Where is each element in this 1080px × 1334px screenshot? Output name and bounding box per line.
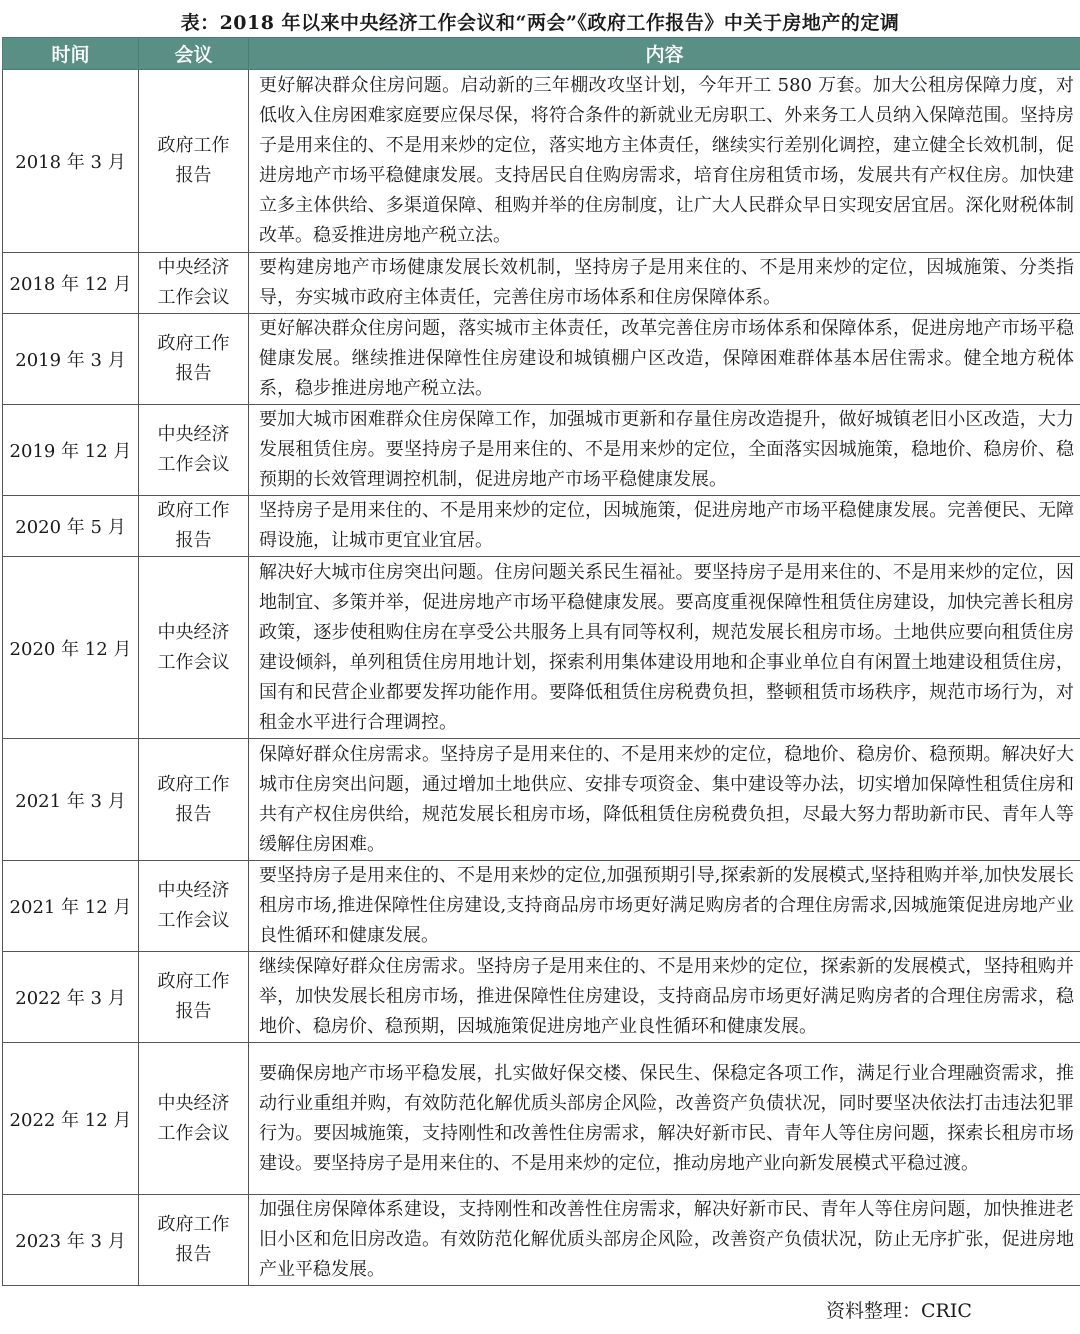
meeting-line: 中央经济 [157,880,230,901]
meeting-line: 政府工作 [157,971,230,992]
source-note: 资料整理：CRIC [826,1300,972,1322]
time-cell: 2018 年 12 月 [3,253,139,314]
table-row [3,739,1080,861]
time-cell: 2021 年 3 月 [3,739,139,861]
content-cell: 更好解决群众住房问题，落实城市主体责任，改革完善住房市场体系和保障体系，促进房地产市场平稳健康发展。继续推进保障性住房建设和城镇棚户区改造，保障困难群体基本居住需求。健全地方税体系，稳步推进房地产税立法。 [249,314,1080,405]
meeting-line: 工作会议 [157,910,230,931]
meeting-line: 政府工作 [157,1214,230,1235]
table-row [3,70,1080,253]
meeting-line: 中央经济 [157,257,230,278]
meeting-line: 中央经济 [157,424,230,445]
time-cell: 2022 年 12 月 [3,1043,139,1195]
table-row [3,861,1080,952]
header-meeting: 会议 [139,38,249,70]
meeting-line: 工作会议 [157,1122,230,1144]
time-cell: 2022 年 3 月 [3,952,139,1043]
time-cell: 2020 年 12 月 [3,557,139,739]
content-cell: 更好解决群众住房问题。启动新的三年棚改攻坚计划，今年开工 580 万套。加大公租房保障力度，对低收入住房困难家庭要应保尽保，将符合条件的新就业无房职工、外来务工人员纳入保障范围。坚持房子是用来住的、不是用来炒的定位，落实地方主体责任，继续实行差别化调控，建立健全长效机制，促进房地产市场平稳健康发展。支持居民自住购房需求，培育住房租赁市场，发展共有产权住房。加快建立多主体供给、多渠道保障、租购并举的住房制度，让广大人民群众早日实现安居宜居。深化财税体制改革。稳妥推进房地产税立法。 [249,70,1080,253]
content-cell: 保障好群众住房需求。坚持房子是用来住的、不是用来炒的定位，稳地价、稳房价、稳预期。解决好大城市住房突出问题，通过增加土地供应、安排专项资金、集中建设等办法，切实增加保障性租赁住房和共有产权住房供给，规范发展长租房市场，降低租赁住房税费负担，尽最大努力帮助新市民、青年人等缓解住房困难。 [249,739,1080,861]
meeting-cell [139,314,249,405]
meeting-line: 政府工作 [157,773,230,795]
table-header-row [3,38,1080,70]
meeting-cell [139,861,249,952]
time-cell: 2023 年 3 月 [3,1195,139,1286]
time-cell: 2021 年 12 月 [3,861,139,952]
table-row [3,405,1080,496]
time-cell: 2019 年 12 月 [3,405,139,496]
table-row [3,314,1080,405]
table-row [3,496,1080,557]
content-cell: 要坚持房子是用来住的、不是用来炒的定位,加强预期引导,探索新的发展模式,坚持租购并举,加快发展长租房市场,推进保障性住房建设,支持商品房市场更好满足购房者的合理住房需求,因城施策促进房地产业良性循环和健康发展。 [249,861,1080,952]
meeting-line: 报告 [175,1244,212,1265]
content-cell: 加强住房保障体系建设，支持刚性和改善性住房需求，解决好新市民、青年人等住房问题，加快推进老旧小区和危旧房改造。有效防范化解优质头部房企风险，改善资产负债状况，防止无序扩张，促进房地产业平稳发展。 [249,1195,1080,1286]
meeting-line: 工作会议 [157,651,230,673]
content-cell: 要加大城市困难群众住房保障工作，加强城市更新和存量住房改造提升，做好城镇老旧小区改造，大力发展租赁住房。要坚持房子是用来住的、不是用来炒的定位，全面落实因城施策，稳地价、稳房价、稳预期的长效管理调控机制，促进房地产市场平稳健康发展。 [249,405,1080,496]
meeting-cell [139,405,249,496]
meeting-line: 中央经济 [157,621,230,643]
content-cell: 坚持房子是用来住的、不是用来炒的定位，因城施策，促进房地产市场平稳健康发展。完善便民、无障碍设施，让城市更宜业宜居。 [249,496,1080,557]
meeting-cell [139,952,249,1043]
header-time: 时间 [3,38,139,70]
time-cell: 2019 年 3 月 [3,314,139,405]
meeting-cell [139,1195,249,1286]
meeting-line: 政府工作 [157,500,230,521]
time-cell: 2020 年 5 月 [3,496,139,557]
table-row [3,1195,1080,1286]
content-cell: 要构建房地产市场健康发展长效机制，坚持房子是用来住的、不是用来炒的定位，因城施策、分类指导，夯实城市政府主体责任，完善住房市场体系和住房保障体系。 [249,253,1080,314]
time-cell: 2018 年 3 月 [3,70,139,253]
meeting-cell [139,739,249,861]
meeting-line: 报告 [175,1001,212,1022]
meeting-line: 政府工作 [157,135,230,156]
table-row [3,952,1080,1043]
content-cell: 要确保房地产市场平稳发展，扎实做好保交楼、保民生、保稳定各项工作，满足行业合理融资需求，推动行业重组并购，有效防范化解优质头部房企风险，改善资产负债状况，同时要坚决依法打击违法犯罪行为。要因城施策，支持刚性和改善性住房需求，解决好新市民、青年人等住房问题，探索长租房市场建设。要坚持房子是用来住的、不是用来炒的定位，推动房地产业向新发展模式平稳过渡。 [249,1043,1080,1195]
table-row [3,253,1080,314]
meeting-line: 报告 [175,803,212,825]
meeting-cell [139,496,249,557]
table-row [3,1043,1080,1195]
meeting-cell [139,557,249,739]
meeting-line: 工作会议 [157,454,230,475]
table-title: 表：2018 年以来中央经济工作会议和“两会”《政府工作报告》中关于房地产的定调 [180,12,900,34]
content-cell: 解决好大城市住房突出问题。住房问题关系民生福祉。要坚持房子是用来住的、不是用来炒的定位，因地制宜、多策并举，促进房地产市场平稳健康发展。要高度重视保障性租赁住房建设，加快完善长租房政策，逐步使租购住房在享受公共服务上具有同等权利，规范发展长租房市场。土地供应要向租赁住房建设倾斜，单列租赁住房用地计划，探索利用集体建设用地和企事业单位自有闲置土地建设租赁住房，国有和民营企业都要发挥功能作用。要降低租赁住房税费负担，整顿租赁市场秩序，规范市场行为，对租金水平进行合理调控。 [249,557,1080,739]
meeting-line: 报告 [175,363,212,384]
meeting-line: 报告 [175,165,212,186]
meeting-line: 中央经济 [157,1092,230,1114]
meeting-cell [139,70,249,253]
meeting-line: 报告 [175,530,212,551]
meeting-cell [139,253,249,314]
meeting-line: 工作会议 [157,287,230,308]
policy-table [2,37,1080,1286]
table-row [3,557,1080,739]
content-cell: 继续保障好群众住房需求。坚持房子是用来住的、不是用来炒的定位，探索新的发展模式，坚持租购并举，加快发展长租房市场，推进保障性住房建设，支持商品房市场更好满足购房者的合理住房需求，稳地价、稳房价、稳预期，因城施策促进房地产业良性循环和健康发展。 [249,952,1080,1043]
header-content: 内容 [249,38,1080,70]
meeting-line: 政府工作 [157,333,230,354]
meeting-cell [139,1043,249,1195]
